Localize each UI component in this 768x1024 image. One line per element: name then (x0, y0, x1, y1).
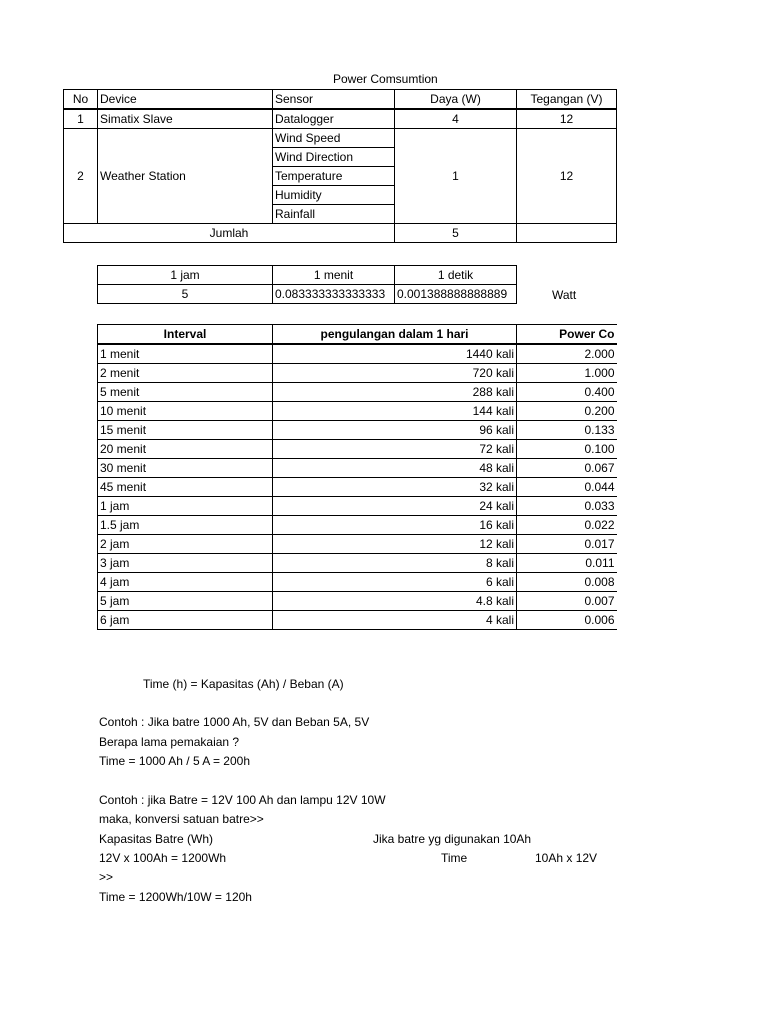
power-cell: 1.000 (517, 364, 617, 383)
interval-cell: 5 menit (98, 383, 273, 402)
table-row (98, 516, 617, 535)
row-tegangan: 12 (517, 129, 617, 224)
table-row (98, 554, 617, 573)
power-cell: 0.011 (517, 554, 617, 573)
header-device: Device (98, 90, 273, 110)
interval-cell: 20 menit (98, 440, 273, 459)
table-row (98, 497, 617, 516)
interval-cell: 3 jam (98, 554, 273, 573)
repetition-cell: 4.8 kali (273, 592, 517, 611)
power-cell: 0.008 (517, 573, 617, 592)
power-cell: 0.400 (517, 383, 617, 402)
interval-cell: 2 jam (98, 535, 273, 554)
power-cell: 0.044 (517, 478, 617, 497)
interval-cell: 1.5 jam (98, 516, 273, 535)
total-row (64, 224, 617, 243)
table-row (98, 535, 617, 554)
example2-line6: Time = 1200Wh/10W = 120h (99, 890, 252, 904)
header-pengulangan: pengulangan dalam 1 hari (273, 325, 517, 345)
repetition-cell: 144 kali (273, 402, 517, 421)
table-row (98, 592, 617, 611)
row-sensor: Wind Direction (273, 148, 395, 167)
total-label: Jumlah (64, 224, 395, 243)
example1-line2: Berapa lama pemakaian ? (99, 735, 240, 749)
power-cell: 0.067 (517, 459, 617, 478)
repetition-cell: 24 kali (273, 497, 517, 516)
conversion-table (97, 265, 517, 304)
table-row (98, 440, 617, 459)
interval-cell: 4 jam (98, 573, 273, 592)
example2-line2: maka, konversi satuan batre>> (99, 812, 264, 826)
header-menit: 1 menit (273, 266, 395, 285)
row-device: Weather Station (98, 129, 273, 224)
example2-side: Jika batre yg digunakan 10Ah (373, 832, 532, 846)
repetition-cell: 4 kali (273, 611, 517, 630)
example2-line5: >> (99, 870, 114, 884)
row-sensor: Humidity (273, 186, 395, 205)
table-row (98, 383, 617, 402)
table-row (98, 402, 617, 421)
row-sensor: Temperature (273, 167, 395, 186)
example2-line4: 12V x 100Ah = 1200Wh (99, 851, 227, 865)
row-sensor: Wind Speed (273, 129, 395, 148)
repetition-cell: 288 kali (273, 383, 517, 402)
interval-cell: 2 menit (98, 364, 273, 383)
interval-cell: 45 menit (98, 478, 273, 497)
unit-label: Watt (552, 288, 577, 302)
interval-cell: 1 menit (98, 344, 273, 364)
repetition-cell: 6 kali (273, 573, 517, 592)
row-sensor: Datalogger (273, 109, 395, 129)
interval-cell: 30 menit (98, 459, 273, 478)
example1-line3: Time = 1000 Ah / 5 A = 200h (99, 754, 251, 768)
table-row (98, 611, 617, 630)
row-device: Simatix Slave (98, 109, 273, 129)
header-detik: 1 detik (395, 266, 517, 285)
repetition-cell: 720 kali (273, 364, 517, 383)
row-no: 1 (64, 109, 98, 129)
power-cell: 0.033 (517, 497, 617, 516)
example2-line3: Kapasitas Batre (Wh) (99, 832, 214, 846)
repetition-cell: 16 kali (273, 516, 517, 535)
table-row (98, 421, 617, 440)
interval-cell: 10 menit (98, 402, 273, 421)
power-cell: 0.022 (517, 516, 617, 535)
table-row (98, 364, 617, 383)
table-row (98, 459, 617, 478)
repetition-cell: 72 kali (273, 440, 517, 459)
device-table-header (64, 90, 617, 110)
repetition-cell: 48 kali (273, 459, 517, 478)
power-cell: 0.100 (517, 440, 617, 459)
header-no: No (64, 90, 98, 110)
header-daya: Daya (W) (395, 90, 517, 110)
total-value: 5 (395, 224, 517, 243)
repetition-cell: 8 kali (273, 554, 517, 573)
power-cell: 2.000 (517, 344, 617, 364)
header-power: Power Co (517, 325, 617, 345)
table-row (98, 478, 617, 497)
example2-time: Time (441, 851, 468, 865)
row-tegangan: 12 (517, 109, 617, 129)
table-row (98, 344, 617, 364)
value-menit: 0.083333333333333 (273, 285, 395, 304)
header-jam: 1 jam (98, 266, 273, 285)
device-table (63, 89, 617, 243)
row-daya: 1 (395, 129, 517, 224)
repetition-cell: 32 kali (273, 478, 517, 497)
total-empty (517, 224, 617, 243)
power-cell: 0.017 (517, 535, 617, 554)
repetition-cell: 1440 kali (273, 344, 517, 364)
interval-cell: 15 menit (98, 421, 273, 440)
conversion-header (98, 266, 517, 285)
conversion-values (98, 285, 517, 304)
row-no: 2 (64, 129, 98, 224)
repetition-cell: 12 kali (273, 535, 517, 554)
repetition-cell: 96 kali (273, 421, 517, 440)
power-cell: 0.200 (517, 402, 617, 421)
header-interval: Interval (98, 325, 273, 345)
formula-text: Time (h) = Kapasitas (Ah) / Beban (A) (143, 677, 344, 691)
interval-header (98, 325, 617, 345)
row-sensor: Rainfall (273, 205, 395, 224)
value-detik: 0.001388888888889 (395, 285, 517, 304)
header-tegangan: Tegangan (V) (517, 90, 617, 110)
page-title: Power Comsumtion (333, 72, 438, 86)
interval-cell: 1 jam (98, 497, 273, 516)
table-row (98, 573, 617, 592)
header-sensor: Sensor (273, 90, 395, 110)
interval-cell: 5 jam (98, 592, 273, 611)
table-row (64, 109, 617, 129)
interval-cell: 6 jam (98, 611, 273, 630)
power-cell: 0.007 (517, 592, 617, 611)
value-jam: 5 (98, 285, 273, 304)
power-cell: 0.006 (517, 611, 617, 630)
example2-line1: Contoh : jika Batre = 12V 100 Ah dan lampu 12V 10W (99, 793, 386, 807)
power-cell: 0.133 (517, 421, 617, 440)
table-row (64, 129, 617, 148)
example2-calc: 10Ah x 12V (535, 851, 598, 865)
row-daya: 4 (395, 109, 517, 129)
interval-table (97, 324, 617, 630)
example1-line1: Contoh : Jika batre 1000 Ah, 5V dan Beban 5A, 5V (99, 715, 370, 729)
